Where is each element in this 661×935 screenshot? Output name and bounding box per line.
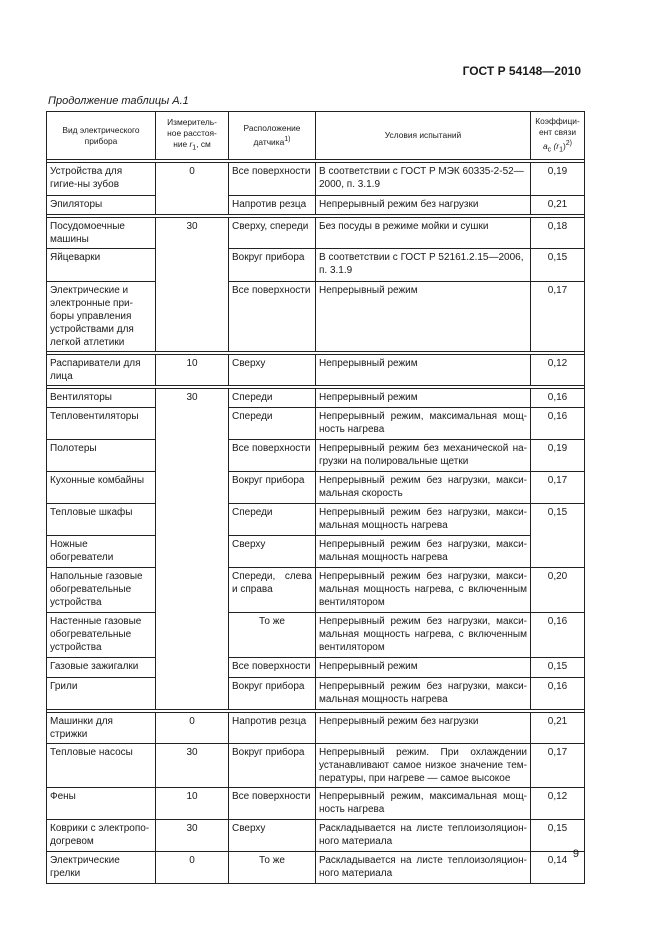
conditions-cell: Раскладывается на листе теплоизоляцион-ного материала: [316, 852, 531, 884]
sensor-cell: Все поверхности: [229, 282, 316, 352]
sensor-cell: Все поверхности: [229, 788, 316, 820]
device-cell: Тепловые насосы: [47, 744, 156, 788]
table-row: [47, 788, 585, 820]
table-row: [47, 472, 585, 504]
device-cell: Посудомоечные машины: [47, 218, 156, 249]
sensor-cell: Напротив резца: [229, 196, 316, 215]
sensor-cell: Все поверхности: [229, 658, 316, 678]
sensor-cell: То же: [229, 852, 316, 884]
device-cell: Яйцеварки: [47, 249, 156, 282]
sensor-cell: Вокруг прибора: [229, 744, 316, 788]
conditions-cell: Непрерывный режим без нагрузки, макси-мальная мощность нагрева: [316, 678, 531, 710]
device-cell: Грили: [47, 678, 156, 710]
conditions-cell: Непрерывный режим: [316, 355, 531, 386]
distance-cell: 30: [156, 218, 229, 352]
device-cell: Фены: [47, 788, 156, 820]
conditions-cell: Непрерывный режим. При охлаждении устанавливают самое низкое значение тем-пературы, при нагреве — самое высокое: [316, 744, 531, 788]
conditions-cell: Непрерывный режим без нагрузки: [316, 713, 531, 744]
coef-cell: 0,17: [531, 744, 585, 788]
conditions-cell: Непрерывный режим: [316, 389, 531, 408]
coef-cell: 0,19: [531, 440, 585, 472]
header-coef-l1: Коэффици-: [535, 116, 580, 126]
coef-cell: 0,18: [531, 218, 585, 249]
header-coef-arg: (r: [551, 140, 560, 151]
device-cell: Газовые зажигалки: [47, 658, 156, 678]
table-row: [47, 678, 585, 710]
sensor-cell: Напротив резца: [229, 713, 316, 744]
conditions-cell: Без посуды в режиме мойки и сушки: [316, 218, 531, 249]
table-row: [47, 163, 585, 196]
distance-cell: 0: [156, 163, 229, 215]
coef-cell: 0,12: [531, 788, 585, 820]
device-cell: Устройства для гигие-ны зубов: [47, 163, 156, 196]
coef-cell: 0,16: [531, 613, 585, 658]
coef-cell: 0,15: [531, 249, 585, 282]
coef-cell: 0,12: [531, 355, 585, 386]
sensor-cell: Спереди: [229, 504, 316, 536]
table-row: [47, 568, 585, 613]
device-cell: Настенные газовые обогревательные устройства: [47, 613, 156, 658]
sensor-cell: Спереди, слева и справа: [229, 568, 316, 613]
table-row: [47, 389, 585, 408]
table-row: [47, 820, 585, 852]
coef-cell: 0,14: [531, 852, 585, 884]
distance-cell: 0: [156, 852, 229, 884]
coef-cell: 0,16: [531, 678, 585, 710]
table-row: [47, 282, 585, 352]
coef-cell: 0,15: [531, 820, 585, 852]
conditions-cell: Непрерывный режим, максимальная мощ-ность нагрева: [316, 788, 531, 820]
header-distance-l1: Измеритель-: [167, 117, 217, 128]
sensor-cell: Сверху: [229, 355, 316, 386]
device-cell: Эпиляторы: [47, 196, 156, 215]
table-row: [47, 713, 585, 744]
device-cell: Тепловые шкафы: [47, 504, 156, 536]
header-coef-symbol: a: [542, 140, 548, 151]
sensor-cell: Спереди: [229, 389, 316, 408]
table-row: [47, 536, 585, 568]
table-row: [47, 504, 585, 536]
device-cell: Ножные обогреватели: [47, 536, 156, 568]
table-caption: Продолжение таблицы А.1: [48, 95, 189, 107]
sensor-cell: Вокруг прибора: [229, 472, 316, 504]
table-row: [47, 355, 585, 386]
header-conditions: Условия испытаний: [316, 112, 531, 160]
coef-cell: 0,19: [531, 163, 585, 196]
device-cell: Вентиляторы: [47, 389, 156, 408]
device-cell: Машинки для стрижки: [47, 713, 156, 744]
header-device: Вид электрического прибора: [47, 112, 156, 160]
distance-cell: 30: [156, 744, 229, 788]
sensor-cell: Сверху: [229, 820, 316, 852]
conditions-cell: Непрерывный режим без нагрузки, макси-мальная мощность нагрева: [316, 536, 531, 568]
table-row: [47, 218, 585, 249]
coef-cell: 0,16: [531, 408, 585, 440]
header-coef-sup: 2): [565, 140, 572, 147]
device-cell: Кухонные комбайны: [47, 472, 156, 504]
table-row: [47, 196, 585, 215]
device-cell: Электрические и электронные при-боры управления устройствами для легкой атлетики: [47, 282, 156, 352]
conditions-cell: Непрерывный режим без нагрузки, макси-мальная мощность нагрева, с включенным вентилятором: [316, 568, 531, 613]
header-sensor: [229, 112, 316, 160]
coef-cell: 0,21: [531, 196, 585, 215]
sensor-cell: То же: [229, 613, 316, 658]
coef-cell: 0,17: [531, 282, 585, 352]
header-coef-arg-sub: 1: [559, 146, 563, 154]
header-distance: [156, 112, 229, 160]
table-row: [47, 249, 585, 282]
sensor-cell: Сверху: [229, 536, 316, 568]
distance-cell: 0: [156, 713, 229, 744]
conditions-cell: Непрерывный режим без нагрузки: [316, 196, 531, 215]
sensor-cell: Вокруг прибора: [229, 249, 316, 282]
sensor-cell: Вокруг прибора: [229, 678, 316, 710]
device-cell: Коврики с электропо-догревом: [47, 820, 156, 852]
table-row: [47, 440, 585, 472]
header-distance-l3: ние: [173, 139, 190, 150]
device-cell: Распариватели для лица: [47, 355, 156, 386]
device-cell: Напольные газовые обогревательные устройства: [47, 568, 156, 613]
header-distance-unit: , см: [196, 139, 211, 150]
sensor-cell: Все поверхности: [229, 163, 316, 196]
device-cell: Тепловентиляторы: [47, 408, 156, 440]
device-cell: Полотеры: [47, 440, 156, 472]
header-sensor-l2: датчика: [253, 137, 285, 148]
header-coef-l2: ент связи: [538, 127, 577, 137]
table-row: [47, 408, 585, 440]
conditions-cell: Непрерывный режим без нагрузки, макси-мальная мощность нагрева, с включенным вентилятором: [316, 613, 531, 658]
coef-cell: 0,15: [531, 658, 585, 678]
header-coef-close: ): [562, 140, 566, 151]
device-cell: Электрические грелки: [47, 852, 156, 884]
table-row: [47, 852, 585, 884]
coef-cell: 0,15: [531, 504, 585, 568]
sensor-cell: Сверху, спереди: [229, 218, 316, 249]
table-row: [47, 613, 585, 658]
distance-cell: 30: [156, 820, 229, 852]
sensor-cell: Все поверхности: [229, 440, 316, 472]
header-sensor-sup: 1): [284, 136, 291, 144]
header-distance-sub: 1: [192, 145, 197, 153]
coef-cell: 0,17: [531, 472, 585, 504]
coef-cell: 0,20: [531, 568, 585, 613]
distance-cell: 30: [156, 389, 229, 710]
conditions-cell: В соответствии с ГОСТ Р 52161.2.15—2006, п. 3.1.9: [316, 249, 531, 282]
header-coef: [531, 112, 585, 160]
table-header-row: [47, 112, 585, 160]
page-number: 9: [572, 848, 579, 860]
conditions-cell: Непрерывный режим: [316, 658, 531, 678]
conditions-cell: Непрерывный режим без механической на-грузки на полировальные щетки: [316, 440, 531, 472]
header-distance-l2: ное расстоя-: [167, 128, 217, 139]
conditions-cell: Раскладывается на листе теплоизоляцион-ного материала: [316, 820, 531, 852]
conditions-cell: В соответствии с ГОСТ Р МЭК 60335-2-52—2000, п. 3.1.9: [316, 163, 531, 196]
table-row: [47, 744, 585, 788]
coef-cell: 0,16: [531, 389, 585, 408]
distance-cell: 10: [156, 788, 229, 820]
sensor-cell: Спереди: [229, 408, 316, 440]
header-sensor-l1: Расположение: [243, 123, 301, 134]
coef-cell: 0,21: [531, 713, 585, 744]
conditions-cell: Непрерывный режим: [316, 282, 531, 352]
conditions-cell: Непрерывный режим, максимальная мощ-ность нагрева: [316, 408, 531, 440]
document-code: ГОСТ Р 54148—2010: [462, 64, 581, 78]
header-coef-sub: c: [547, 146, 552, 154]
conditions-cell: Непрерывный режим без нагрузки, макси-мальная скорость: [316, 472, 531, 504]
table-row: [47, 658, 585, 678]
conditions-cell: Непрерывный режим без нагрузки, макси-мальная мощность нагрева: [316, 504, 531, 536]
distance-cell: 10: [156, 355, 229, 386]
test-conditions-table: [46, 111, 585, 884]
header-distance-symbol: r: [189, 139, 193, 150]
